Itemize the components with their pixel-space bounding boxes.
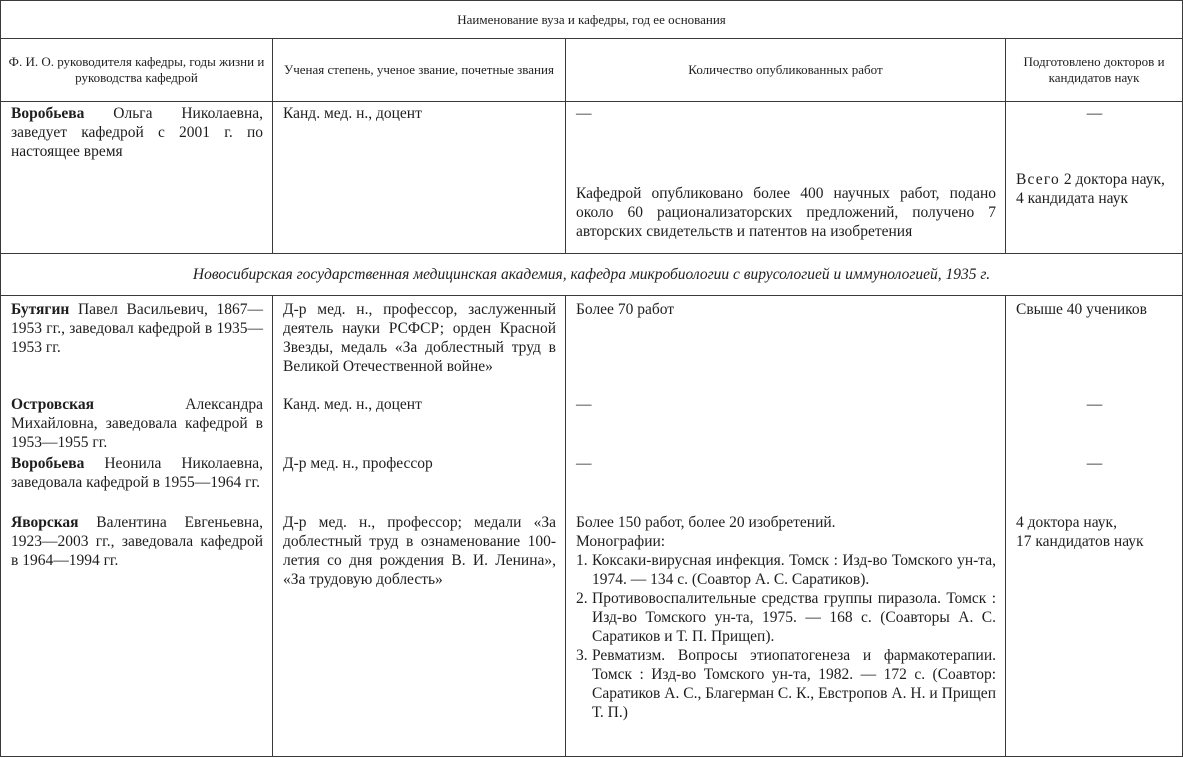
head-details: Неонила Николаевна, заведовала кафедрой в 1955—1964 гг. (11, 454, 263, 491)
table-row (1, 296, 1183, 393)
header-name-column: Ф. И. О. руководителя кафедры, годы жизни и руководства кафедрой (1, 39, 273, 102)
head-details: Валентина Евгеньевна, 1923—2003 гг., заведовала кафедрой в 1964—1994 гг. (11, 513, 263, 569)
students-cell: — (1006, 393, 1183, 452)
degree-cell: Д-р мед. н., профессор, заслуженный деятель науки РСФСР; орден Красной Звезды, медаль «За доблестный труд в Великой Отечественной войне» (273, 296, 566, 393)
dept-works-summary: Кафедрой опубликовано более 400 научных работ, подано около 60 рационализаторских предложений, получено 7 авторских свидетельств и патентов на изобретения (566, 164, 1006, 254)
students-cell: 4 доктора наук, 17 кандидатов наук (1006, 511, 1183, 757)
head-surname: Бутягин (11, 301, 70, 318)
table-row (1, 164, 1183, 254)
degree-cell: Д-р мед. н., профессор (273, 452, 566, 511)
monographs-list (576, 551, 996, 722)
degree-cell: Д-р мед. н., профессор; медали «За доблестный труд в ознаменование 100-летия со дня рождения В. И. Ленина», «За трудовую доблесть» (273, 511, 566, 757)
works-cell: — (566, 102, 1006, 164)
head-surname: Воробьева (11, 105, 85, 122)
works-cell: — (566, 393, 1006, 452)
students-cell: Свыше 40 учеников (1006, 296, 1183, 393)
works-cell (566, 511, 1006, 757)
head-details: Ольга Николаевна, заведует кафедрой с 2001 г. по настоящее время (11, 105, 263, 160)
list-item: 2. Противовоспалительные средства группы пиразола. Томск : Изд-во Томского ун-та, 1975. — 168 с. (Соавторы А. С. Саратиков и Т. П. Прищеп). (576, 589, 996, 645)
head-name-cell (1, 102, 273, 164)
table-row (1, 393, 1183, 452)
head-name-cell (1, 511, 273, 757)
table-main-header: Наименование вуза и кафедры, год ее основания (1, 1, 1183, 39)
table-row (1, 511, 1183, 757)
section-title: Новосибирская государственная медицинская академия, кафедра микробиологии с вирусологией и иммунологией, 1935 г. (1, 254, 1183, 296)
list-item: 1. Коксаки-вирусная инфекция. Томск : Изд-во Томского ун-та, 1974. — 134 с. (Соавтор А. С. Саратиков). (576, 551, 996, 588)
head-surname: Воробьева (11, 454, 85, 472)
table-row (1, 452, 1183, 511)
degree-cell: Канд. мед. н., доцент (273, 102, 566, 164)
works-intro: Более 150 работ, более 20 изобретений. (576, 513, 836, 531)
monographs-label: Монографии: (576, 532, 666, 550)
head-name-cell (1, 393, 273, 452)
header-degree-column: Ученая степень, ученое звание, почетные звания (273, 39, 566, 102)
students-cell: — (1006, 452, 1183, 511)
dept-students-summary: Всего 2 доктора наук, 4 кандидата наук (1006, 164, 1183, 254)
list-item: 3. Ревматизм. Вопросы этиопатогенеза и фармакотерапии. Томск : Изд-во Томского ун-та, 1982. — 172 с. (Соавтор: Саратиков А. С., Благерман С. К., Евстропов А. Н. и Прищеп Т. П.) (576, 646, 996, 721)
head-name-cell (1, 296, 273, 393)
students-cell: — (1006, 102, 1183, 164)
header-works-column: Количество опубликованных работ (566, 39, 1006, 102)
header-students-column: Подготовлено докторов и кандидатов наук (1006, 39, 1183, 102)
head-surname: Яворская (11, 513, 79, 531)
table-row (1, 102, 1183, 164)
head-name-cell (1, 452, 273, 511)
head-details: Павел Васильевич, 1867—1953 гг., заведовал кафедрой в 1935—1953 гг. (11, 301, 263, 356)
works-cell: — (566, 452, 1006, 511)
head-details: Александра Михайловна, заведовала кафедрой в 1953—1955 гг. (11, 395, 263, 451)
head-surname: Островская (11, 395, 94, 413)
works-cell: Более 70 работ (566, 296, 1006, 393)
degree-cell: Канд. мед. н., доцент (273, 393, 566, 452)
